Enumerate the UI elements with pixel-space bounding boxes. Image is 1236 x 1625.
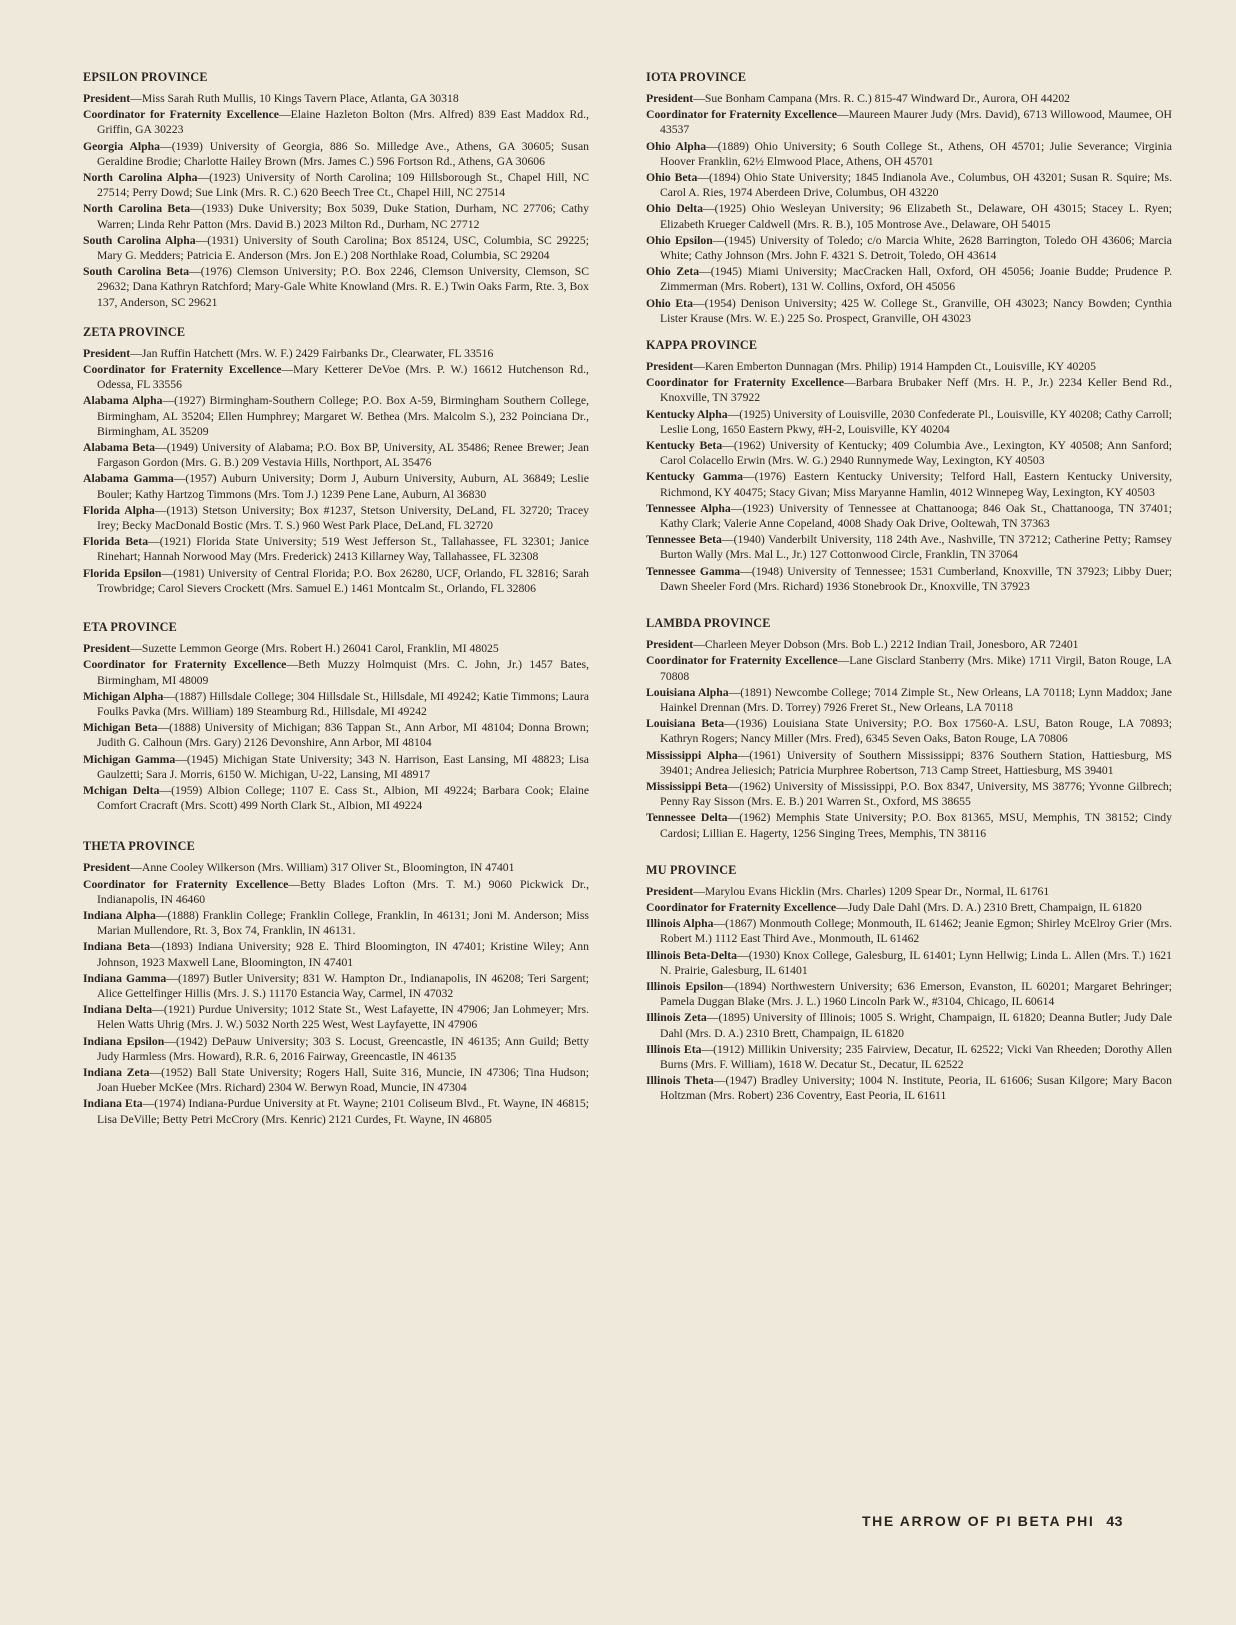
entry-text: —(1945) Michigan State University; 343 N. Harrison, East Lansing, MI 48823; Lisa Gaulzetti; Sara J. Morris, 6150 W. Michigan, U-22, Lansing, MI 48917 bbox=[97, 752, 589, 781]
entry-text: —(1930) Knox College, Galesburg, IL 61401; Lynn Hellwig; Linda L. Allen (Mrs. T.) 1621 N. Prairie, Galesburg, IL 61401 bbox=[660, 948, 1172, 977]
entry-label: Indiana Beta bbox=[83, 940, 150, 954]
section-heading: THETA PROVINCE bbox=[83, 839, 195, 854]
entry-label: Alabama Beta bbox=[83, 441, 156, 455]
entry-text: —(1949) University of Alabama; P.O. Box BP, University, AL 35486; Renee Brewer; Jean Fargason Gordon (Mrs. G. B.) 209 Vestavia Hills, Northport, AL 35476 bbox=[97, 441, 589, 470]
entry-label: President bbox=[83, 642, 131, 656]
entry-text: —(1891) Newcombe College; 7014 Zimple St., New Orleans, LA 70118; Lynn Maddox; Jane Hainkel Drennan (Mrs. D. Torrey) 7926 Freret St., New Orleans, LA 70118 bbox=[660, 685, 1172, 714]
directory-entry bbox=[646, 564, 1172, 594]
entry-label: Alabama Gamma bbox=[83, 472, 174, 486]
entry-label: Indiana Gamma bbox=[83, 971, 167, 985]
directory-entry bbox=[646, 170, 1172, 200]
directory-entry bbox=[646, 1010, 1172, 1040]
entry-text: —(1954) Denison University; 425 W. College St., Granville, OH 43023; Nancy Bowden; Cynthia Lister Krause (Mrs. W. E.) 225 So. Prospect, Granville, OH 43023 bbox=[660, 296, 1172, 325]
directory-entry bbox=[83, 362, 589, 392]
entry-text: —(1912) Millikin University; 235 Fairview, Decatur, IL 62522; Vicki Van Rheeden; Dorothy Allen Burns (Mrs. F. William), 1618 W. Decatur St., Decatur, IL 62522 bbox=[660, 1042, 1172, 1071]
eta-province bbox=[83, 620, 589, 813]
entry-label: Illinois Theta bbox=[646, 1074, 714, 1088]
directory-entry bbox=[646, 201, 1172, 231]
entry-label: Mchigan Delta bbox=[83, 783, 160, 797]
entry-label: President bbox=[83, 346, 131, 360]
zeta-province bbox=[83, 325, 589, 596]
entry-text: —(1974) Indiana-Purdue University at Ft. Wayne; 2101 Coliseum Blvd., Ft. Wayne, IN 46815; Lisa DeVille; Betty Petri McCrory (Mrs. Kenric) 2121 Curdes, Ft. Wayne, IN 46805 bbox=[97, 1097, 590, 1126]
directory-entry bbox=[646, 916, 1172, 946]
entry-text: —Sue Bonham Campana (Mrs. R. C.) 815-47 Windward Dr., Aurora, OH 44202 bbox=[693, 92, 1071, 105]
entry-label: Ohio Epsilon bbox=[646, 233, 713, 247]
page-footer bbox=[862, 1513, 1172, 1529]
entry-label: Coordinator for Fraternity Excellence bbox=[83, 108, 279, 122]
iota-province bbox=[646, 70, 1172, 326]
directory-entry bbox=[646, 948, 1172, 978]
directory-entry bbox=[83, 91, 589, 106]
entry-text: —(1940) Vanderbilt University, 118 24th Ave., Nashville, TN 37212; Catherine Petty; Ramsey Burton Wally (Mrs. Mal L., Jr.) 127 Cottonwood Circle, Franklin, TN 37064 bbox=[660, 533, 1172, 562]
entry-label: Mississippi Alpha bbox=[646, 748, 738, 762]
directory-entry bbox=[646, 1042, 1172, 1072]
entry-label: Florida Beta bbox=[83, 535, 149, 549]
entry-text: —Miss Sarah Ruth Mullis, 10 Kings Tavern Place, Atlanta, GA 30318 bbox=[130, 92, 459, 105]
entry-text: —(1921) Purdue University; 1012 State St., West Lafayette, IN 47906; Jan Lohmeyer; Mrs. Helen Watts Uhrig (Mrs. J. W.) 5032 North 225 West, West Layfayette, IN 47906 bbox=[97, 1003, 589, 1032]
entry-label: Mississippi Beta bbox=[646, 779, 728, 793]
entry-label: Michigan Beta bbox=[83, 721, 158, 735]
entry-label: Indiana Alpha bbox=[83, 908, 156, 922]
entry-text: —(1913) Stetson University; Box #1237, Stetson University, DeLand, FL 32720; Tracey Irey; Becky MacDonald Bostic (Mrs. T. S.) 960 West Park Place, DeLand, FL 32720 bbox=[97, 503, 589, 533]
entry-text: —(1962) University of Mississippi, P.O. Box 8347, University, MS 38776; Yvonne Gilbrech; Penny Ray Sisson (Mrs. E. B.) 201 Warren St., Oxford, MS 38655 bbox=[660, 779, 1172, 809]
directory-entry bbox=[83, 233, 589, 263]
entry-text: —Barbara Brubaker Neff (Mrs. H. P., Jr.) 2234 Keller Bend Rd., Knoxville, TN 37922 bbox=[660, 376, 1172, 405]
directory-entry bbox=[646, 716, 1172, 746]
entry-label: Florida Epsilon bbox=[83, 566, 162, 580]
directory-entry bbox=[83, 107, 589, 137]
entry-label: Florida Alpha bbox=[83, 503, 155, 517]
entry-label: Ohio Alpha bbox=[646, 139, 707, 153]
directory-entry bbox=[83, 720, 589, 750]
entry-label: Tennessee Beta bbox=[646, 533, 722, 547]
directory-entry bbox=[646, 359, 1172, 374]
directory-entry bbox=[646, 979, 1172, 1009]
directory-entry bbox=[83, 471, 589, 501]
entry-text: —(1894) Ohio State University; 1845 Indianola Ave., Columbus, OH 43201; Susan R. Squire; Ms. Carol A. Ries, 1974 Aberdeen Drive, Columbus, OH 43220 bbox=[660, 171, 1172, 200]
directory-entry bbox=[83, 860, 589, 875]
directory-entry bbox=[646, 438, 1172, 468]
entry-text: —(1945) Miami University; MacCracken Hall, Oxford, OH 45056; Joanie Budde; Prudence P. Zimmerman (Mrs. Robert), 131 W. Collins, Oxford, OH 45056 bbox=[660, 265, 1172, 294]
epsilon-province bbox=[83, 70, 589, 310]
entry-label: Tennessee Delta bbox=[646, 811, 728, 825]
entry-label: Michigan Gamma bbox=[83, 752, 176, 766]
directory-entry bbox=[83, 264, 589, 310]
directory-entry bbox=[646, 1073, 1172, 1103]
entry-text: —Maureen Maurer Judy (Mrs. David), 6713 Willowood, Maumee, OH 43537 bbox=[660, 108, 1172, 137]
entry-label: Ohio Zeta bbox=[646, 265, 700, 279]
entry-text: —Suzette Lemmon George (Mrs. Robert H.) 26041 Carol, Franklin, MI 48025 bbox=[130, 642, 499, 656]
entry-label: President bbox=[646, 638, 694, 652]
directory-entry bbox=[646, 748, 1172, 778]
entry-label: Coordinator for Fraternity Excellence bbox=[83, 877, 289, 891]
directory-entry bbox=[83, 877, 589, 907]
entry-text: —(1942) DePauw University; 303 S. Locust, Greencastle, IN 46135; Ann Guild; Betty Judy Harmless (Mrs. Howard), R.R. 6, 2016 Fairway, Greencastle, IN 46135 bbox=[97, 1034, 589, 1063]
directory-entry bbox=[646, 469, 1172, 499]
directory-entry bbox=[83, 1002, 589, 1032]
entry-label: President bbox=[83, 861, 131, 875]
right-column bbox=[646, 70, 1172, 1116]
entry-label: Tennessee Gamma bbox=[646, 564, 741, 578]
entry-label: Indiana Delta bbox=[83, 1003, 153, 1017]
entry-text: —(1936) Louisiana State University; P.O. Box 17560-A. LSU, Baton Rouge, LA 70893; Kathryn Rogers; Nancy Miller (Mrs. Fred), 6345 Seven Oaks, Baton Rouge, LA 70806 bbox=[660, 717, 1172, 746]
entry-text: —Judy Dale Dahl (Mrs. D. A.) 2310 Brett, Champaign, IL 61820 bbox=[836, 900, 1142, 914]
directory-entry bbox=[83, 503, 589, 533]
entry-label: Ohio Delta bbox=[646, 202, 703, 216]
section-heading: IOTA PROVINCE bbox=[646, 70, 747, 84]
publication-title: THE ARROW OF PI BETA PHI bbox=[862, 1513, 1095, 1529]
directory-entry bbox=[83, 170, 589, 200]
directory-entry bbox=[646, 407, 1172, 437]
entry-label: President bbox=[646, 92, 694, 105]
entry-text: —(1981) University of Central Florida; P.O. Box 26280, UCF, Orlando, FL 32816; Sarah Trowbridge; Carol Sievers Crockett (Mrs. Samuel E.) 1461 Montcalm St., Orlando, FL 32806 bbox=[97, 566, 589, 595]
directory-entry bbox=[83, 689, 589, 719]
entry-text: —(1925) Ohio Wesleyan University; 96 Elizabeth St., Delaware, OH 43015; Stacey L. Ryen; Elizabeth Krueger Caldwell (Mrs. R. B.), 105 Montrose Ave., Delaware, OH 54015 bbox=[660, 202, 1172, 231]
entry-label: Ohio Eta bbox=[646, 296, 693, 310]
directory-entry bbox=[83, 534, 589, 564]
entry-text: —(1976) Eastern Kentucky University; Telford Hall, Eastern Kentucky University, Richmond, KY 40475; Stacy Givan; Miss Maryanne Hamlin, 4012 Winnepeg Way, Lexington, KY 40503 bbox=[660, 470, 1173, 499]
entry-text: —(1948) University of Tennessee; 1531 Cumberland, Knoxville, TN 37923; Libby Duer; Dawn Sheeler Ford (Mrs. Richard) 1936 Stonebrook Dr., Knoxville, TN 37923 bbox=[660, 564, 1172, 593]
entry-label: South Carolina Alpha bbox=[83, 233, 196, 247]
kappa-province bbox=[646, 338, 1172, 594]
entry-text: —(1893) Indiana University; 928 E. Third Bloomington, IN 47401; Kristine Wiley; Ann Johnson, 1923 Maxwell Lane, Bloomington, IN 47401 bbox=[97, 940, 589, 969]
directory-entry bbox=[646, 532, 1172, 562]
directory-entry bbox=[83, 346, 589, 361]
entry-label: Coordinator for Fraternity Excellence bbox=[646, 900, 837, 914]
entry-text: —(1887) Hillsdale College; 304 Hillsdale St., Hillsdale, MI 49242; Katie Timmons; Laura Foulks Pavka (Mrs. William) 189 Steamburg Rd., Hillsdale, MI 49242 bbox=[97, 689, 589, 718]
entry-text: —(1923) University of Tennessee at Chattanooga; 846 Oak St., Chattanooga, TN 37401; Kathy Clark; Valerie Anne Copeland, 4008 Shady Oak Drive, Ooltewah, TN 37363 bbox=[660, 501, 1172, 531]
entry-text: —(1939) University of Georgia, 886 So. Milledge Ave., Athens, GA 30605; Susan Geraldine Brodie; Charlotte Hailey Brown (Mrs. James C.) 596 Fortson Rd., Athens, GA 30606 bbox=[97, 139, 589, 168]
entry-text: —(1888) Franklin College; Franklin College, Franklin, In 46131; Joni M. Anderson; Miss Marian Mullendore, Rt. 3, Box 74, Franklin, IN 46131. bbox=[97, 908, 589, 938]
entry-label: Indiana Epsilon bbox=[83, 1034, 165, 1048]
directory-entry bbox=[646, 91, 1172, 106]
section-heading: MU PROVINCE bbox=[646, 862, 737, 877]
entry-text: —(1888) University of Michigan; 836 Tappan St., Ann Arbor, MI 48104; Donna Brown; Judith G. Calhoun (Mrs. Gary) 2126 Devonshire, Ann Arbor, MI 48104 bbox=[97, 721, 590, 750]
entry-text: —(1895) University of Illinois; 1005 S. Wright, Champaign, IL 61820; Deanna Butler; Judy Dale Dahl (Mrs. D. A.) 2310 Brett, Champaign, IL 61820 bbox=[660, 1011, 1173, 1040]
directory-entry bbox=[83, 908, 589, 938]
directory-entry bbox=[83, 641, 589, 656]
entry-label: President bbox=[646, 884, 694, 898]
entry-label: Georgia Alpha bbox=[83, 139, 161, 153]
entry-label: Louisiana Beta bbox=[646, 717, 725, 731]
entry-label: North Carolina Beta bbox=[83, 202, 191, 216]
entry-text: —Beth Muzzy Holmquist (Mrs. C. John, Jr.) 1457 Bates, Birmingham, MI 48009 bbox=[97, 658, 589, 687]
entry-label: Illinois Epsilon bbox=[646, 979, 724, 993]
directory-entry bbox=[646, 685, 1172, 715]
entry-text: —(1867) Monmouth College; Monmouth, IL 61462; Jeanie Egmon; Shirley McElroy Grier (Mrs. Robert M.) 1112 East Third Ave., Monmouth, IL 61462 bbox=[660, 917, 1172, 946]
entry-text: —(1945) University of Toledo; c/o Marcia White, 2628 Barrington, Toledo OH 43606; Marcia White; Cathy Johnson (Mrs. John F. 4321 S. Detroit, Toledo, OH 43614 bbox=[660, 233, 1172, 263]
directory-entry bbox=[83, 566, 589, 596]
directory-entry bbox=[83, 440, 589, 470]
entry-text: —(1931) University of South Carolina; Box 85124, USC, Columbia, SC 29225; Mary G. Medders; Patricia E. Anderson (Mrs. Jon E.) 208 Northlake Road, Columbia, SC 29204 bbox=[97, 233, 589, 263]
directory-entry bbox=[646, 375, 1172, 405]
directory-entry bbox=[83, 139, 589, 169]
directory-entry bbox=[646, 296, 1172, 326]
entry-label: Kentucky Beta bbox=[646, 439, 723, 453]
entry-text: —(1957) Auburn University; Dorm J, Auburn University, Auburn, AL 36849; Leslie Bouler; Kathy Hartzog Timmons (Mrs. Tom J.) 1239 Pene Lane, Auburn, Al 36830 bbox=[97, 472, 589, 501]
entry-text: —Karen Emberton Dunnagan (Mrs. Philip) 1914 Hampden Ct., Louisville, KY 40205 bbox=[693, 360, 1096, 374]
entry-text: —(1897) Butler University; 831 W. Hampton Dr., Indianapolis, IN 46208; Teri Sargent; Alice Gettelfinger Hillis (Mrs. J. S.) 11170 Estancia Way, Carmel, IN 47032 bbox=[97, 971, 590, 1000]
entry-text: —(1894) Northwestern University; 636 Emerson, Evanston, IL 60201; Margaret Behringer; Pamela Duggan Blake (Mrs. J. L.) 1960 Lincoln Park W., #3104, Chicago, IL 60614 bbox=[660, 979, 1172, 1009]
entry-label: Kentucky Gamma bbox=[646, 470, 743, 484]
entry-text: —(1962) University of Kentucky; 409 Columbia Ave., Lexington, KY 40508; Ann Sanford; Carol Colacello Erwin (Mrs. W. G.) 2940 Runnymede Way, Lexington, KY 40503 bbox=[660, 439, 1172, 468]
entry-label: Michigan Alpha bbox=[83, 689, 164, 703]
directory-entry bbox=[83, 971, 589, 1001]
entry-label: Ohio Beta bbox=[646, 171, 698, 185]
entry-text: —(1921) Florida State University; 519 West Jefferson St., Tallahassee, FL 32301; Janice Rinehart; Hannah Norwood May (Mrs. Frederick) 2413 Killarney Way, Tallahassee, FL 32308 bbox=[97, 535, 589, 564]
directory-entry bbox=[646, 233, 1172, 263]
entry-label: President bbox=[646, 360, 694, 374]
directory-entry bbox=[83, 201, 589, 231]
mu-province bbox=[646, 863, 1172, 1104]
entry-text: —(1923) University of North Carolina; 109 Hillsborough St., Chapel Hill, NC 27514; Perry Dowd; Sue Link (Mrs. R. C.) 620 Beech Tree Ct., Chapel Hill, NC 27514 bbox=[97, 171, 589, 200]
entry-label: Coordinator for Fraternity Excellence bbox=[83, 658, 287, 672]
entry-text: —Anne Cooley Wilkerson (Mrs. William) 317 Oliver St., Bloomington, IN 47401 bbox=[130, 861, 515, 875]
entry-label: North Carolina Alpha bbox=[83, 171, 198, 185]
entry-text: —Marylou Evans Hicklin (Mrs. Charles) 1209 Spear Dr., Normal, IL 61761 bbox=[693, 884, 1050, 898]
directory-entry bbox=[646, 501, 1172, 531]
directory-entry bbox=[83, 939, 589, 969]
directory-entry bbox=[646, 653, 1172, 683]
directory-entry bbox=[646, 264, 1172, 294]
directory-entry bbox=[83, 393, 589, 439]
directory-entry bbox=[83, 1065, 589, 1095]
section-heading: LAMBDA PROVINCE bbox=[646, 616, 771, 631]
entry-text: —(1947) Bradley University; 1004 N. Institute, Peoria, IL 61606; Susan Kilgore; Mary Bacon Holtzman (Mrs. Robert) 236 Coventry, East Peoria, IL 61611 bbox=[660, 1074, 1172, 1103]
section-heading: ETA PROVINCE bbox=[83, 620, 177, 635]
entry-label: Indiana Zeta bbox=[83, 1065, 150, 1079]
directory-entry bbox=[646, 884, 1172, 899]
entry-label: Coordinator for Fraternity Excellence bbox=[646, 108, 837, 122]
entry-label: Indiana Eta bbox=[83, 1097, 143, 1111]
page-number: 43 bbox=[1106, 1513, 1123, 1529]
entry-label: Alabama Alpha bbox=[83, 394, 163, 408]
entry-text: —(1952) Ball State University; Rogers Hall, Suite 316, Muncie, IN 47306; Tina Hudson; Joan Hueber McKee (Mrs. Richard) 2304 W. Berwyn Road, Muncie, IN 47304 bbox=[97, 1065, 589, 1095]
entry-label: Illinois Eta bbox=[646, 1042, 702, 1056]
entry-label: Coordinator for Fraternity Excellence bbox=[83, 363, 282, 377]
entry-text: —(1889) Ohio University; 6 South College St., Athens, OH 45701; Julie Severance; Virginia Hoover Franklin, 62½ Elmwood Place, Athens, OH 45701 bbox=[660, 139, 1172, 168]
directory-entry bbox=[83, 657, 589, 687]
section-heading: KAPPA PROVINCE bbox=[646, 338, 758, 353]
directory-entry bbox=[646, 779, 1172, 809]
directory-entry bbox=[646, 900, 1172, 915]
directory-entry bbox=[83, 783, 589, 813]
directory-entry bbox=[83, 1096, 589, 1126]
entry-label: President bbox=[83, 92, 131, 105]
entry-text: —Betty Blades Lofton (Mrs. T. M.) 9060 Pickwick Dr., Indianapolis, IN 46460 bbox=[97, 877, 589, 906]
entry-text: —(1925) University of Louisville, 2030 Confederate Pl., Louisville, KY 40208; Cathy Carroll; Leslie Long, 1650 Eastern Pkwy, #H-2, Louisville, KY 40204 bbox=[660, 407, 1172, 436]
entry-text: —Jan Ruffin Hatchett (Mrs. W. F.) 2429 Fairbanks Dr., Clearwater, FL 33516 bbox=[130, 346, 494, 360]
entry-label: South Carolina Beta bbox=[83, 265, 190, 279]
left-column bbox=[83, 70, 589, 1139]
section-heading: EPSILON PROVINCE bbox=[83, 70, 208, 84]
section-heading: ZETA PROVINCE bbox=[83, 324, 186, 339]
entry-text: —Charleen Meyer Dobson (Mrs. Bob L.) 2212 Indian Trail, Jonesboro, AR 72401 bbox=[693, 638, 1079, 652]
entry-text: —Mary Ketterer DeVoe (Mrs. P. W.) 16612 Hutchenson Rd., Odessa, FL 33556 bbox=[97, 363, 589, 392]
directory-entry bbox=[646, 139, 1172, 169]
entry-text: —(1976) Clemson University; P.O. Box 2246, Clemson University, Clemson, SC 29632; Dana Kathryn Ratchford; Mary-Gale White Knowland (Mrs. R. E.) Twin Oaks Farm, Rte. 3, Box 137, Anderson, SC 29621 bbox=[97, 265, 590, 309]
entry-text: —(1933) Duke University; Box 5039, Duke Station, Durham, NC 27706; Cathy Warren; Linda Rehr Patton (Mrs. David B.) 2023 Milton Rd., Durham, NC 27712 bbox=[97, 202, 589, 231]
entry-label: Tennessee Alpha bbox=[646, 501, 731, 515]
entry-text: —(1927) Birmingham-Southern College; P.O. Box A-59, Birmingham Southern College, Birmingham, AL 35204; Ellen Humphrey; Margaret W. Bethea (Mrs. Malcolm S.), 232 Poinciana Dr., Birmingham, AL 35209 bbox=[97, 394, 590, 438]
entry-label: Kentucky Alpha bbox=[646, 407, 728, 421]
directory-entry bbox=[83, 752, 589, 782]
directory-entry bbox=[646, 810, 1172, 840]
entry-text: —(1962) Memphis State University; P.O. Box 81365, MSU, Memphis, TN 38152; Cindy Cardosi; Lillian E. Hagerty, 1256 Singing Trees, Memphis, TN 38116 bbox=[660, 811, 1172, 840]
directory-entry bbox=[83, 1034, 589, 1064]
entry-label: Coordinator for Fraternity Excellence bbox=[646, 376, 844, 390]
entry-label: Illinois Zeta bbox=[646, 1011, 707, 1025]
entry-label: Illinois Alpha bbox=[646, 917, 714, 931]
entry-label: Coordinator for Fraternity Excellence bbox=[646, 654, 838, 668]
directory-entry bbox=[646, 637, 1172, 652]
entry-text: —Elaine Hazleton Bolton (Mrs. Alfred) 839 East Maddox Rd., Griffin, GA 30223 bbox=[97, 108, 589, 137]
directory-entry bbox=[646, 107, 1172, 137]
entry-text: —(1961) University of Southern Mississippi; 8376 Southern Station, Hattiesburg, MS 39401; Andrea Jeliesich; Patricia Murphree Robertson, 713 Camp Street, Hattiesburg, MS 39401 bbox=[660, 748, 1172, 777]
theta-province bbox=[83, 839, 589, 1126]
entry-text: —(1959) Albion College; 1107 E. Cass St., Albion, MI 49224; Barbara Cook; Elaine Comfort Cracraft (Mrs. Scott) 499 North Clark St., Albion, MI 49224 bbox=[97, 783, 590, 813]
entry-label: Louisiana Alpha bbox=[646, 685, 729, 699]
entry-text: —Lane Gisclard Stanberry (Mrs. Mike) 1711 Virgil, Baton Rouge, LA 70808 bbox=[660, 654, 1173, 683]
entry-label: Illinois Beta-Delta bbox=[646, 948, 738, 962]
lambda-province bbox=[646, 616, 1172, 841]
